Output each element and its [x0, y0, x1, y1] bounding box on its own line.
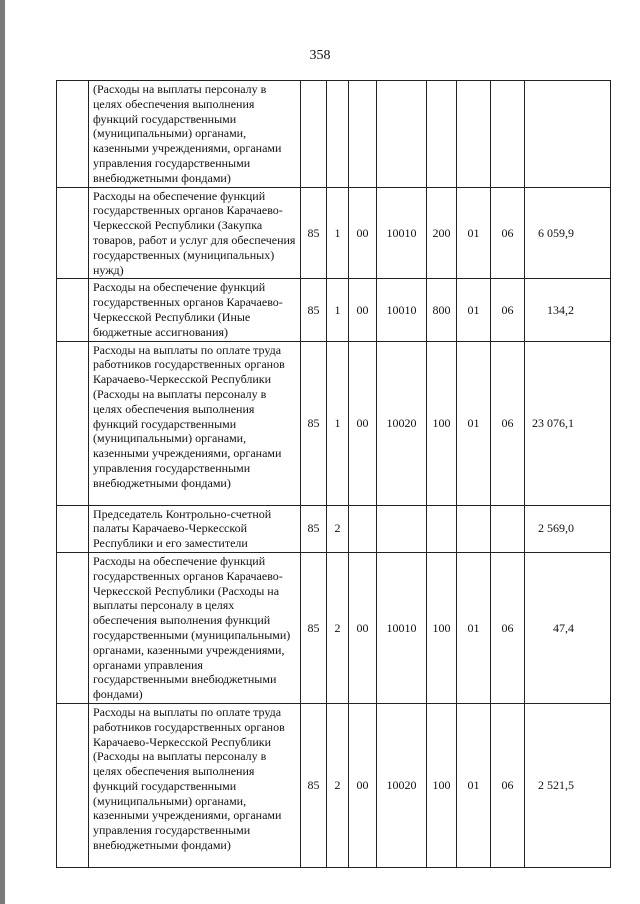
code-cell-2: 1	[327, 341, 349, 505]
amount-cell: 23 076,1	[525, 341, 611, 505]
row-description: Расходы на обеспечение функций государственных органов Карачаево-Черкесской Республики (Иные бюджетные ассигнования)	[89, 279, 301, 341]
row-marker-cell	[57, 81, 89, 188]
code-cell-4: 10010	[377, 552, 427, 703]
code-cell-7: 06	[491, 279, 525, 341]
amount-cell: 6 059,9	[525, 187, 611, 279]
code-cell-6	[457, 81, 491, 188]
code-cell-1: 85	[301, 703, 327, 867]
amount-cell	[525, 81, 611, 188]
table-row	[57, 341, 611, 505]
page-number: 358	[309, 48, 331, 63]
row-marker-cell	[57, 703, 89, 867]
table-row	[57, 552, 611, 703]
code-cell-1: 85	[301, 505, 327, 552]
row-description: Председатель Контрольно-счетной палаты Карачаево-Черкесской Республики и его заместители	[89, 505, 301, 552]
code-cell-3: 00	[349, 187, 377, 279]
code-cell-5: 100	[427, 552, 457, 703]
scan-edge	[0, 0, 5, 904]
code-cell-6: 01	[457, 279, 491, 341]
code-cell-6: 01	[457, 341, 491, 505]
code-cell-2: 2	[327, 703, 349, 867]
code-cell-7: 06	[491, 552, 525, 703]
code-cell-4: 10010	[377, 279, 427, 341]
table-row	[57, 505, 611, 552]
amount-cell: 134,2	[525, 279, 611, 341]
code-cell-1: 85	[301, 552, 327, 703]
row-marker-cell	[57, 279, 89, 341]
row-marker-cell	[57, 552, 89, 703]
code-cell-1: 85	[301, 279, 327, 341]
code-cell-2: 1	[327, 279, 349, 341]
code-cell-6: 01	[457, 703, 491, 867]
row-description: Расходы на выплаты по оплате труда работников государственных органов Карачаево-Черкесской Республики (Расходы на выплаты персоналу в целях обеспечения выполнения функций государственными (муниципальными) органами, казенными учреждениями, органами управления государственными внебюджетными фондами)	[89, 341, 301, 505]
code-cell-5	[427, 505, 457, 552]
row-description: Расходы на обеспечение функций государственных органов Карачаево-Черкесской Республики (Закупка товаров, работ и услуг для обеспечения государственных (муниципальных) нужд)	[89, 187, 301, 279]
row-description: (Расходы на выплаты персоналу в целях обеспечения выполнения функций государственными (муниципальными) органами, казенными учреждениями, органами управления государственными внебюджетными фондами)	[89, 81, 301, 188]
code-cell-2: 2	[327, 552, 349, 703]
code-cell-2	[327, 81, 349, 188]
code-cell-5: 200	[427, 187, 457, 279]
table-row	[57, 703, 611, 867]
amount-cell: 2 569,0	[525, 505, 611, 552]
code-cell-3	[349, 81, 377, 188]
code-cell-3: 00	[349, 703, 377, 867]
code-cell-7: 06	[491, 187, 525, 279]
budget-table	[56, 80, 611, 868]
code-cell-4	[377, 505, 427, 552]
code-cell-7: 06	[491, 341, 525, 505]
code-cell-1: 85	[301, 341, 327, 505]
code-cell-4: 10020	[377, 703, 427, 867]
code-cell-7: 06	[491, 703, 525, 867]
code-cell-5: 100	[427, 341, 457, 505]
code-cell-7	[491, 81, 525, 188]
code-cell-6: 01	[457, 552, 491, 703]
code-cell-3: 00	[349, 341, 377, 505]
row-description: Расходы на выплаты по оплате труда работников государственных органов Карачаево-Черкесской Республики (Расходы на выплаты персоналу в целях обеспечения выполнения функций государственными (муниципальными) органами, казенными учреждениями, органами управления государственными внебюджетными фондами)	[89, 703, 301, 867]
code-cell-5: 800	[427, 279, 457, 341]
code-cell-3	[349, 505, 377, 552]
table-row	[57, 81, 611, 188]
row-marker-cell	[57, 341, 89, 505]
amount-cell: 47,4	[525, 552, 611, 703]
row-marker-cell	[57, 187, 89, 279]
code-cell-4	[377, 81, 427, 188]
row-marker-cell	[57, 505, 89, 552]
amount-cell: 2 521,5	[525, 703, 611, 867]
code-cell-1	[301, 81, 327, 188]
code-cell-6	[457, 505, 491, 552]
table-row	[57, 187, 611, 279]
code-cell-2: 1	[327, 187, 349, 279]
code-cell-2: 2	[327, 505, 349, 552]
table-row	[57, 279, 611, 341]
row-description: Расходы на обеспечение функций государственных органов Карачаево-Черкесской Республики (Расходы на выплаты персоналу в целях обеспечения выполнения функций государственными (муниципальными) органами, казенными учреждениями, органами управления государственными внебюджетными фондами)	[89, 552, 301, 703]
code-cell-5: 100	[427, 703, 457, 867]
code-cell-4: 10020	[377, 341, 427, 505]
code-cell-3: 00	[349, 552, 377, 703]
code-cell-3: 00	[349, 279, 377, 341]
code-cell-5	[427, 81, 457, 188]
code-cell-4: 10010	[377, 187, 427, 279]
code-cell-7	[491, 505, 525, 552]
code-cell-1: 85	[301, 187, 327, 279]
code-cell-6: 01	[457, 187, 491, 279]
